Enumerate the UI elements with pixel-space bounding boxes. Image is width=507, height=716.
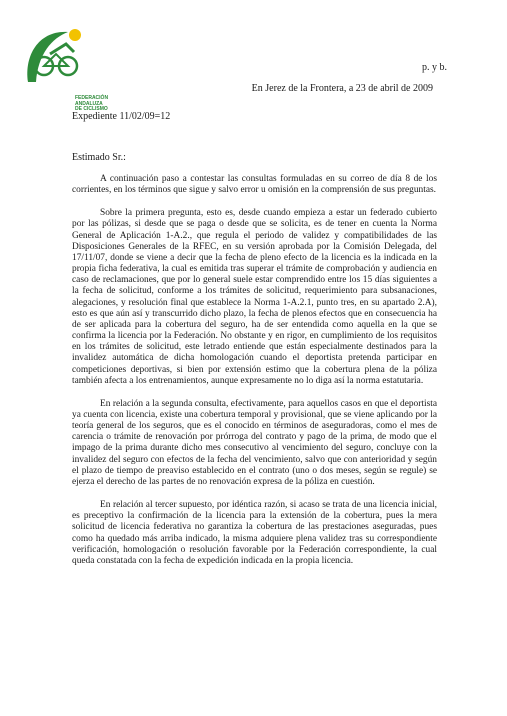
logo-line-1: FEDERACIÓN (75, 95, 109, 101)
logo-line-2: ANDALUZA (75, 100, 103, 107)
body-paragraph: En relación a la segunda consulta, efectivamente, para aquellos casos en que el deportista ya cuenta con licencia, existe una cobertura temporal y provisional, que se viene aplicando por la teoría general de los seguros, que es el conocido en términos de aseguradoras, como el mes de carencia o trámite de renovación por prórroga del contrato y pago de la prima, de modo que el impago de la prima durante dicho mes consecutivo al vencimiento del seguro, concluye con la invalidez del seguro con efectos de la fecha del vencimiento, salvo que con anterioridad y según el plazo de tiempo de preaviso establecido en el contrato (uno o dos meses, según se regule) se ejerza el derecho de las partes de no renovación expresa de la póliza en cuestión. (72, 398, 437, 487)
body-paragraph: Sobre la primera pregunta, esto es, desde cuando empieza a estar un federado cubierto por las pólizas, si desde que se paga o desde que se solicita, es de tener en cuenta la Norma General de Aplicación 1-A.2., que regula el periodo de validez y compatibilidades de las Disposiciones Generales de la RFEC, en su versión aprobada por la Comisión Delegada, del 17/11/07, donde se viene a decir que la fecha de pleno efecto de la licencia es la indicada en la propia ficha federativa, la cual es emitida tras superar el trámite de comprobación y audiencia en caso de reclamaciones, que por lo general suele estar comprendido entre los 15 días siguientes a la fecha de solicitud, conforme a los trámites de solicitud, requerimiento para subsanaciones, alegaciones, y resolución final que establece la Norma 1-A.2.1, punto tres, en su apartado 2.A), esto es que aún así y transcurrido dicho plazo, la fecha de plenos efectos que en consecuencia ha de ser aplicada para la cobertura del seguro, ha de ser entendida como aquella en la que se confirma la licencia por la Federación. No obstante y en rigor, en cumplimiento de los requisitos en los trámites de solicitud, este letrado entiende que están especialmente destinados para la invalidez automática de dicha homologación cuando el deportista pretenda participar en competiciones deportivas, si bien por extensión estimo que la cobertura plena de la póliza también afecta a los entrenamientos, aunque expresamente no lo diga así la norma estatutaria. (72, 208, 437, 386)
body-paragraph: A continuación paso a contestar las consultas formuladas en su correo de día 8 de los corrientes, en los términos que sigue y salvo error u omisión en la comprensión de sus preguntas. (72, 174, 437, 196)
expediente-reference: Expediente 11/02/09=12 (72, 111, 171, 122)
letter-body (72, 174, 437, 579)
body-paragraph: En relación al tercer supuesto, por idéntica razón, si acaso se trata de una licencia inicial, es preceptivo la confirmación de la licencia para la extensión de la cobertura, pues la mera solicitud de licencia federativa no garantiza la cobertura de las prestaciones aseguradas, pues como ha quedado más arriba indicado, la misma adquiere plena validez tras su correspondiente verificación, homologación o resolución favorable por la Federación correspondiente, la cual queda constatada con la fecha de expedición indicada en la propia licencia. (72, 500, 437, 566)
cyclist-logo-icon (22, 24, 97, 92)
logo-line-3: DE CICLISMO (75, 106, 108, 112)
letter-greeting: Estimado Sr.: (72, 152, 126, 163)
letter-initials: p. y b. (422, 62, 447, 73)
federation-logo (22, 24, 109, 112)
letter-dateline: En Jerez de la Frontera, a 23 de abril de 2009 (251, 83, 433, 94)
